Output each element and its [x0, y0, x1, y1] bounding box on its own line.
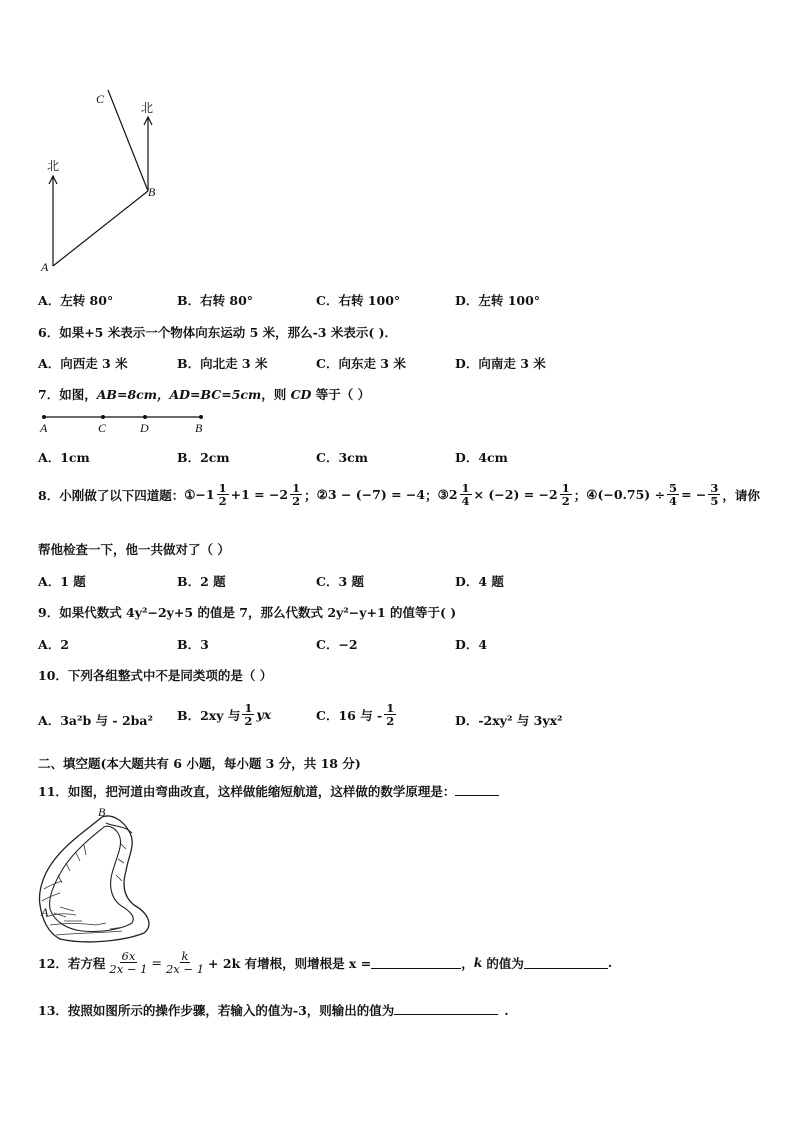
q12-frac-left — [107, 950, 149, 975]
q13-answer-blank[interactable] — [394, 1014, 498, 1015]
q10-option-c[interactable] — [316, 702, 398, 727]
fraction-denominator: 2x − 1 — [109, 962, 148, 977]
q13-stem — [38, 1001, 509, 1019]
q12-k-var: k — [473, 955, 483, 971]
segment-figure — [40, 410, 210, 424]
seg-label-c: C — [98, 421, 107, 435]
north-label-b: 北 — [141, 101, 154, 115]
q12-comma: ， — [461, 955, 474, 971]
q10-option-b-frac — [242, 702, 254, 727]
seg-label-a: A — [40, 421, 48, 435]
q7-stem-prefix: 7．如图， — [38, 387, 97, 402]
fraction-numerator: k — [181, 949, 189, 963]
q12-stem — [38, 950, 612, 975]
q12-prefix: 12．若方程 — [38, 955, 106, 971]
q8-sep2: ； — [425, 487, 438, 503]
q8-expr4-frac1 — [667, 482, 679, 507]
q10-option-d[interactable]: D．-2xy² 与 3yx² — [455, 713, 563, 728]
q6-option-b[interactable]: B．向北走 3 米 — [177, 356, 268, 371]
q10-option-c-pre: C．16 与 - — [316, 707, 383, 723]
q12-end: . — [607, 955, 613, 971]
q12-k-blank[interactable] — [524, 956, 608, 969]
q8-expr4-frac2 — [708, 482, 720, 507]
fraction-numerator: 3 — [710, 481, 719, 495]
river-figure — [36, 805, 156, 947]
q8-expr3-a: ③2 — [437, 487, 458, 503]
q9-option-c[interactable]: C．−2 — [316, 637, 358, 652]
q8-prefix: 8．小刚做了以下四道题： — [38, 487, 185, 503]
q12-frac-right — [164, 950, 206, 975]
q7-stem-mid: ，则 — [261, 387, 291, 402]
q7-option-d[interactable]: D．4cm — [455, 450, 508, 465]
q9-option-b[interactable]: B．3 — [177, 637, 209, 652]
q7-option-a[interactable]: A．1cm — [38, 450, 90, 465]
q8-option-a[interactable]: A．1 题 — [38, 574, 86, 589]
point-label-b: B — [148, 185, 156, 199]
q10-option-b-pre: B．2xy 与 — [177, 707, 241, 723]
fraction-numerator: 5 — [669, 481, 678, 495]
q5-option-b[interactable]: B．右转 80° — [177, 293, 254, 308]
q12-mid: + 2k 有增根，则增根是 x = — [208, 955, 372, 971]
fraction-numerator: 1 — [561, 481, 570, 495]
q5-option-d[interactable]: D．左转 100° — [455, 293, 541, 308]
q8-sep1: ； — [304, 487, 317, 503]
q8-line2: 帮他检查一下，他一共做对了（ ） — [38, 542, 230, 557]
q10-option-c-frac — [384, 702, 396, 727]
fraction-numerator: 1 — [461, 481, 470, 495]
q8-option-d[interactable]: D．4 题 — [455, 574, 504, 589]
q11-stem — [38, 782, 499, 800]
q10-stem: 10．下列各组整式中不是同类项的是（ ） — [38, 668, 273, 683]
q8-expr1-b: +1 = −2 — [230, 487, 289, 503]
fraction-numerator: 1 — [244, 701, 253, 715]
q8-expr3-frac1 — [460, 482, 472, 507]
point-label-a: A — [41, 260, 49, 274]
q12-tail: 的值为 — [486, 955, 524, 971]
q8-expr1-a: ①−1 — [184, 487, 215, 503]
q6-option-a[interactable]: A．向西走 3 米 — [38, 356, 128, 371]
q8-suffix: ，请你 — [722, 487, 760, 503]
fraction-numerator: 6x — [121, 949, 136, 963]
fraction-denominator: 2 — [561, 494, 570, 509]
fraction-denominator: 2x − 1 — [165, 962, 205, 977]
q8-stem — [38, 482, 760, 507]
q8-option-b[interactable]: B．2 题 — [177, 574, 226, 589]
q8-expr4-a: ④(−0.75) ÷ — [586, 487, 666, 503]
north-label-a: 北 — [47, 159, 60, 173]
seg-label-d: D — [140, 421, 149, 435]
fraction-denominator: 4 — [461, 494, 470, 509]
q8-expr3-frac2 — [560, 482, 572, 507]
q12-root-blank[interactable] — [371, 956, 461, 969]
q8-option-c[interactable]: C．3 题 — [316, 574, 364, 589]
q9-option-a[interactable]: A．2 — [38, 637, 69, 652]
q11-answer-blank[interactable] — [455, 795, 499, 796]
q7-option-b[interactable]: B．2cm — [177, 450, 230, 465]
q13-stem-text: 13．按照如图所示的操作步骤，若输入的值为-3，则输出的值为 — [38, 1003, 395, 1018]
q6-option-c[interactable]: C．向东走 3 米 — [316, 356, 406, 371]
q11-stem-text: 11．如图，把河道由弯曲改直，这样做能缩短航道，这样做的数学原理是： — [38, 784, 456, 799]
fraction-denominator: 2 — [244, 714, 253, 729]
fraction-denominator: 2 — [386, 714, 395, 729]
q8-expr1-frac1 — [217, 482, 229, 507]
fraction-denominator: 5 — [710, 494, 719, 509]
q7-stem-var: CD — [290, 387, 312, 402]
q6-stem: 6．如果+5 米表示一个物体向东运动 5 米，那么-3 米表示( )． — [38, 325, 398, 340]
q8-expr2: ②3 − (−7) = −4 — [316, 487, 426, 503]
q9-stem: 9．如果代数式 4y²−2y+5 的值是 7，那么代数式 2y²−y+1 的值等于( ) — [38, 605, 457, 620]
q8-expr1-frac2 — [290, 482, 302, 507]
q10-option-b[interactable] — [177, 702, 271, 727]
q7-stem-suffix: 等于（ ） — [311, 387, 371, 402]
fraction-numerator: 1 — [292, 481, 301, 495]
q9-option-d[interactable]: D．4 — [455, 637, 488, 652]
river-label-a: A — [41, 905, 49, 919]
fraction-numerator: 1 — [386, 701, 395, 715]
q10-option-a[interactable]: A．3a²b 与 - 2ba² — [38, 713, 153, 728]
point-label-c: C — [96, 92, 105, 106]
q5-option-a[interactable]: A．左转 80° — [38, 293, 114, 308]
river-label-b: B — [98, 805, 106, 819]
q7-stem-math: AB=8cm，AD=BC=5cm — [96, 387, 262, 402]
q7-option-c[interactable]: C．3cm — [316, 450, 368, 465]
fraction-denominator: 2 — [218, 494, 227, 509]
q8-expr3-b: × (−2) = −2 — [473, 487, 558, 503]
bearing-figure — [30, 80, 180, 280]
q13-end: . — [504, 1003, 509, 1018]
fraction-denominator: 2 — [292, 494, 301, 509]
section-heading: 二、填空题(本大题共有 6 小题，每小题 3 分，共 18 分) — [38, 756, 361, 771]
q5-option-c[interactable]: C．右转 100° — [316, 293, 401, 308]
q7-stem — [38, 385, 370, 403]
q12-equals: = — [151, 955, 162, 971]
q8-sep3: ； — [573, 487, 587, 503]
seg-label-b: B — [195, 421, 203, 435]
fraction-denominator: 4 — [669, 494, 678, 509]
q8-expr4-b: = − — [681, 487, 707, 503]
fraction-numerator: 1 — [218, 481, 227, 495]
q10-option-b-post: yx — [256, 707, 272, 723]
q6-option-d[interactable]: D．向南走 3 米 — [455, 356, 546, 371]
